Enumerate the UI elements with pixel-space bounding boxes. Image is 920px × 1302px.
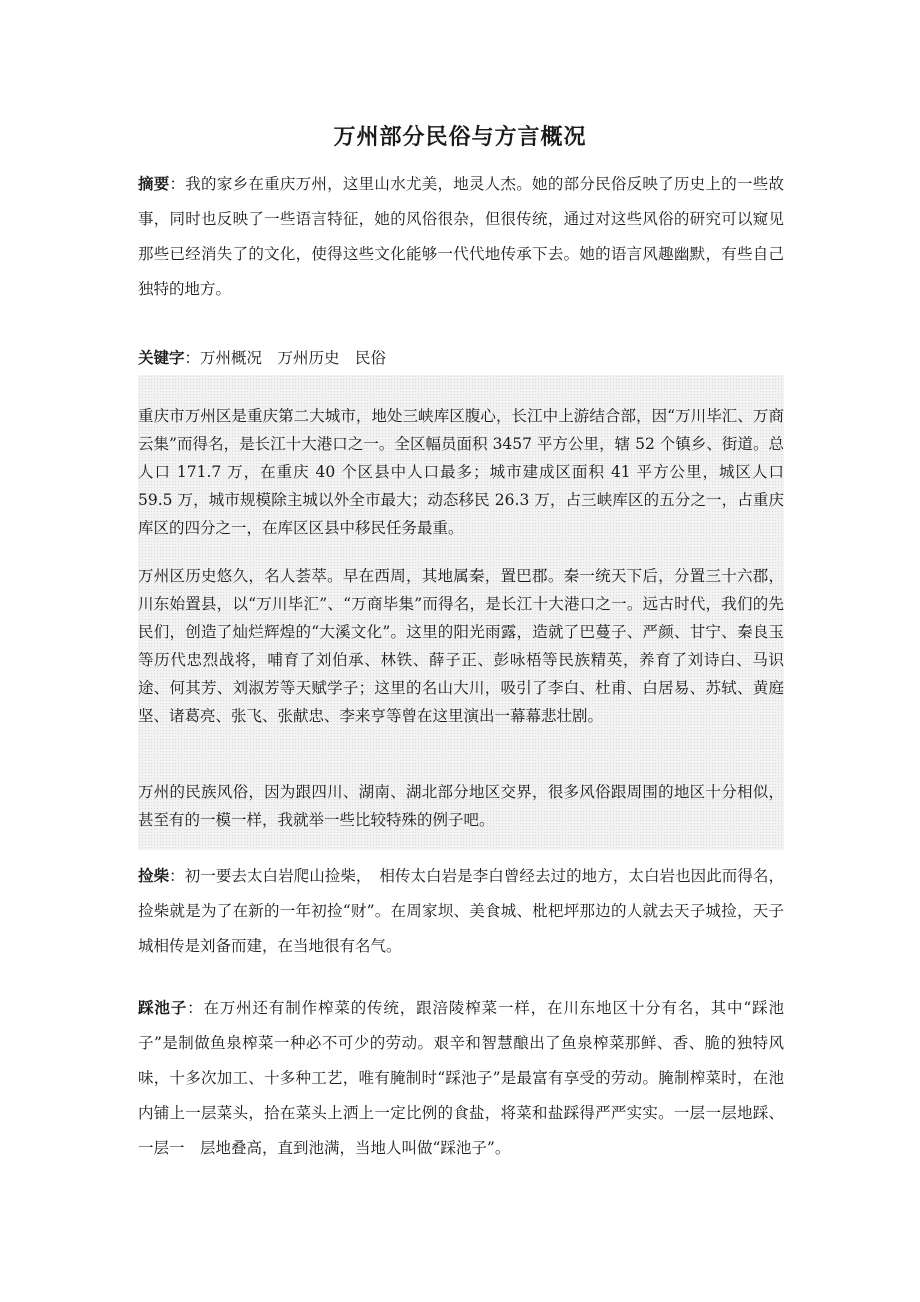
keywords-text: ：万州概况 万州历史 民俗 [184,349,387,367]
document-title: 万州部分民俗与方言概况 [333,124,587,150]
abstract-paragraph [138,166,784,307]
custom-caichizi-paragraph [138,990,784,1166]
intro-paragraph-overview: 重庆市万州区是重庆第二大城市，地处三峡库区腹心，长江中上游结合部，因“万川毕汇、万商云集”而得名，是长江十大港口之一。全区幅员面积 3457 平方公里，辖 52 个镇乡、街道。总人口 171.7 万，在重庆 40 个区县中人口最多；城市建成区面积 41 平方公里，城区人口 59.5 万，城市规模除主城以外全市最大；动态移民 26.3 万，占三峡库区的五分之一，占重庆库区的四分之一，在库区区县中移民任务最重。 [138,407,784,537]
custom-caichizi-text: ：在万州还有制作榨菜的传统，跟涪陵榨菜一样，在川东地区十分有名，其中“踩池子”是制做鱼泉榨菜一种必不可少的劳动。艰辛和智慧酿出了鱼泉榨菜那鲜、香、脆的独特风味，十多次加工、十多种工艺，唯有腌制时“踩池子”是最富有享受的劳动。腌制榨菜时，在池内铺上一层菜头，拾在菜头上洒上一定比例的食盐，将菜和盐踩得严严实实。一层一层地踩、一层一 层地叠高，直到池满，当地人叫做“踩池子”。 [138,999,784,1157]
abstract-label: 摘要 [138,174,170,193]
intro-paragraph-customs: 万州的民族风俗，因为跟四川、湖南、湖北部分地区交界，很多风俗跟周围的地区十分相似，甚至有的一模一样，我就举一些比较特殊的例子吧。 [138,783,784,829]
custom-jianchai-text: ：初一要去太白岩爬山捡柴， 相传太白岩是李白曾经去过的地方，太白岩也因此而得名，捡柴就是为了在新的一年初捡“财”。在周家坝、美食城、枇杷坪那边的人就去天子城捡，天子城相传是刘备而建，在当地很有名气。 [138,867,784,955]
intro-paragraph-history: 万州区历史悠久，名人荟萃。早在西周，其地属秦，置巴郡。秦一统天下后，分置三十六郡，川东始置县，以“万川毕汇”、“万商毕集”而得名，是长江十大港口之一。远古时代，我们的先民们，创造了灿烂辉煌的“大溪文化”。这里的阳光雨露，造就了巴蔓子、严颜、甘宁、秦良玉等历代忠烈战将，哺育了刘伯承、林铁、薛子正、彭咏梧等民族精英，养育了刘诗白、马识途、何其芳、刘淑芳等天赋学子；这里的名山大川，吸引了李白、杜甫、白居易、苏轼、黄庭坚、诸葛亮、张飞、张献忠、李来亨等曾在这里演出一幕幕悲壮剧。 [138,567,784,725]
custom-jianchai-label: 捡柴 [138,866,170,885]
abstract-text: ：我的家乡在重庆万州，这里山水尤美，地灵人杰。她的部分民俗反映了历史上的一些故事，同时也反映了一些语言特征，她的风俗很杂，但很传统，通过对这些风俗的研究可以窥见那些已经消失了的文化，使得这些文化能够一代代地传承下去。她的语言风趣幽默，有些自己独特的地方。 [138,175,784,298]
custom-caichizi-label: 踩池子 [138,998,188,1017]
keywords-label: 关键字 [138,348,185,367]
custom-jianchai-paragraph [138,858,784,964]
keywords-paragraph [138,340,784,376]
